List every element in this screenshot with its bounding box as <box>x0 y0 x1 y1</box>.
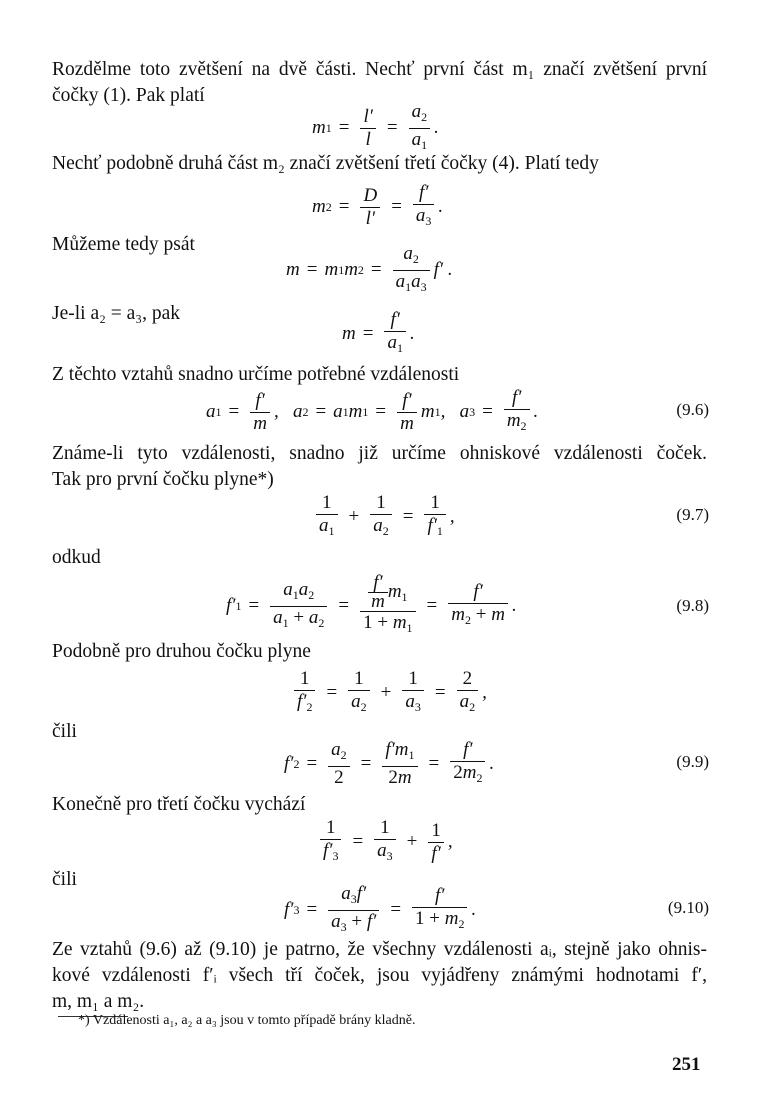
paragraph-6-line-1: Známe-li tyto vzdálenosti, snadno již určíme ohniskové vzdálenosti čoček. <box>52 443 707 464</box>
paragraph-1-line-1: Rozdělme toto zvětšení na dvě části. Nechť první část m₁ značí zvětšení první <box>52 59 707 80</box>
equation-9-9: f′ 2 = $\frac{a_2}{2}$ = $\frac{f'm_1}{2m}$ = $\frac{f'}{2m_2}$ . <box>284 739 495 788</box>
paragraph-7: Podobně pro druhou čočku plyne <box>52 641 311 662</box>
equation-f3-reciprocal: $\frac{1}{f'_3}$ = $\frac{1}{a_3}$ + $\frac{1}{f'}$ , <box>316 812 453 872</box>
paragraph-2: Nechť podobně druhá část m₂ značí zvětšení třetí čočky (4). Platí tedy <box>52 153 599 174</box>
equation-number: (9.9) <box>676 752 709 771</box>
equation-9-10: f′ 3 = $\frac{a_3f'}{a_3 + f'}$ = $\frac{f'}{1 + m_2}$ . <box>284 882 477 934</box>
paragraph-1-line-2: čočky (1). Pak platí <box>52 85 205 106</box>
paragraph-9-line-1: Ze vztahů (9.6) až (9.10) je patrno, že všechny vzdálenosti aᵢ, stejně jako ohnis- <box>52 939 707 960</box>
footnote: *) Vzdálenosti a₁, a₂ a a₃ jsou v tomto případě brány kladně. <box>78 1013 416 1028</box>
equation-m2: m 2 = $\frac{D}{l'}$ = $\frac{f'}{a_3}$ . <box>312 182 444 229</box>
cili-label-1: čili <box>52 721 77 742</box>
paragraph-4: Je-li a₂ = a₃, pak <box>52 303 181 324</box>
equation-number: (9.10) <box>667 898 709 917</box>
equation-m1: m 1 = $\frac{l'}{l}$ = $\frac{a_2}{a_1}$ . <box>312 100 439 152</box>
paragraph-9-line-2: kové vzdálenosti f′ᵢ všech tří čoček, jsou vyjádřeny známými hodnotami f′, <box>52 965 707 986</box>
paragraph-5: Z těchto vztahů snadno určíme potřebné vzdálenosti <box>52 364 460 385</box>
paragraph-9-line-3: m, m₁ a m₂. <box>52 991 145 1012</box>
equation-9-8: f′ 1 = $\frac{a_1a_2}{a_1 + a_2}$ = $\frac{f'}{m}$ $m_1$ $1 + m_1$ = $\frac{f'}{m_2 + m}$ . <box>226 571 517 635</box>
equation-number: (9.8) <box>676 596 709 615</box>
equation-f2-reciprocal: $\frac{1}{f'_2}$ = $\frac{1}{a_2}$ + $\frac{1}{a_3}$ = $\frac{2}{a_2}$ , <box>290 663 487 723</box>
equation-9-6: a 1 = $\frac{f'}{m}$ , a 2 = a 1 m 1 = $\frac{f'}{m}$ m 1 , a 3 = $\frac{f'}{m_2}$ . <box>206 387 539 434</box>
cili-label-2: čili <box>52 869 77 890</box>
equation-9-7: $\frac{1}{a_1}$ + $\frac{1}{a_2}$ = $\frac{1}{f'_1}$ , <box>312 487 455 547</box>
page-number: 251 <box>672 1054 701 1075</box>
odkud-label: odkud <box>52 547 101 568</box>
paragraph-3: Můžeme tedy psát <box>52 234 195 255</box>
equation-m: m = m 1 m 2 = $\frac{a_2}{a_1a_3}$ f′ . <box>286 242 453 294</box>
paragraph-8: Konečně pro třetí čočku vychází <box>52 794 306 815</box>
paragraph-6-line-2: Tak pro první čočku plyne*) <box>52 469 274 490</box>
equation-number: (9.7) <box>676 505 709 524</box>
equation-number: (9.6) <box>676 400 709 419</box>
equation-m-simplified: m = $\frac{f'}{a_1}$ . <box>342 309 415 355</box>
